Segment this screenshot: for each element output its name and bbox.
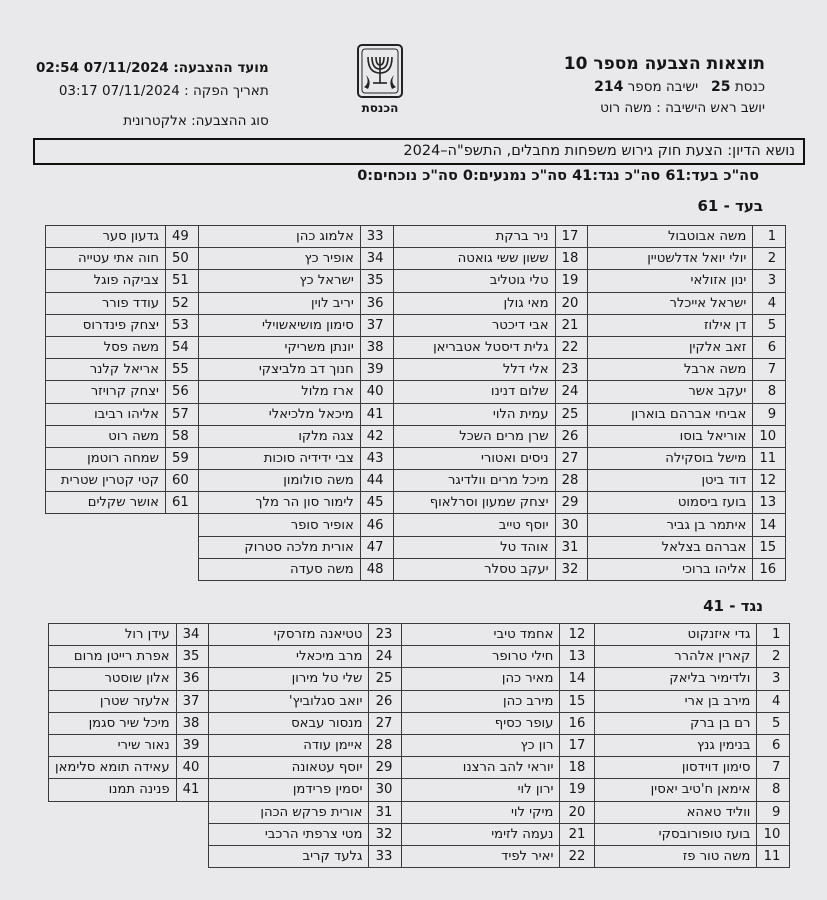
member-name: אופיר כץ — [198, 248, 360, 270]
member-number: 7 — [757, 757, 790, 779]
member-number: 28 — [369, 734, 402, 756]
empty-cell — [49, 845, 177, 867]
member-number: 21 — [560, 823, 595, 845]
member-number: 53 — [166, 314, 199, 336]
member-number: 35 — [176, 646, 209, 668]
member-name: יאיר לפיד — [402, 845, 560, 867]
member-name: עודד פורר — [46, 292, 166, 314]
empty-cell — [46, 536, 166, 558]
header-right — [564, 54, 765, 116]
member-number: 28 — [555, 470, 588, 492]
member-name: מטי צרפתי הרכבי — [209, 823, 369, 845]
member-name: עופר כסיף — [402, 712, 560, 734]
member-number: 30 — [369, 779, 402, 801]
for-votes-row — [46, 359, 786, 381]
member-number: 54 — [166, 336, 199, 358]
for-votes-row — [46, 336, 786, 358]
member-name: משה ארבל — [588, 359, 753, 381]
member-number: 13 — [753, 492, 786, 514]
for-votes-row — [46, 536, 786, 558]
member-number: 2 — [753, 248, 786, 270]
member-number: 5 — [753, 314, 786, 336]
member-number: 4 — [757, 690, 790, 712]
member-number: 10 — [753, 425, 786, 447]
member-number: 11 — [753, 447, 786, 469]
menorah-emblem-icon — [356, 43, 404, 99]
member-number: 24 — [369, 646, 402, 668]
member-name: אושר שקלים — [46, 492, 166, 514]
member-name: יריב לוין — [198, 292, 360, 314]
for-votes-row — [46, 381, 786, 403]
member-name: ישראל אייכלר — [588, 292, 753, 314]
member-name: אביחי אברהם בוארון — [588, 403, 753, 425]
member-name: חוה אתי עטייה — [46, 248, 166, 270]
member-number: 57 — [166, 403, 199, 425]
empty-cell — [176, 845, 209, 867]
against-section-label: נגד - 41 — [703, 597, 763, 615]
member-name: חנוך דב מלביצקי — [198, 359, 360, 381]
member-number: 32 — [369, 823, 402, 845]
for-votes-row — [46, 447, 786, 469]
member-name: ארז מלול — [198, 381, 360, 403]
member-number: 17 — [555, 226, 588, 248]
empty-cell — [166, 558, 199, 580]
for-votes-row — [46, 270, 786, 292]
member-name: לימור סון הר מלך — [198, 492, 360, 514]
emblem-caption: הכנסת — [361, 101, 399, 115]
member-name: צביקה פוגל — [46, 270, 166, 292]
member-name: חילי טרופר — [402, 646, 560, 668]
for-votes-row — [46, 292, 786, 314]
for-votes-row — [46, 470, 786, 492]
member-number: 19 — [555, 270, 588, 292]
member-number: 26 — [555, 425, 588, 447]
member-number: 46 — [360, 514, 393, 536]
member-number: 18 — [560, 757, 595, 779]
member-name: מאיר כהן — [402, 668, 560, 690]
member-name: מיקי לוי — [402, 801, 560, 823]
member-name: משה פסל — [46, 336, 166, 358]
member-name: יצחק שמעון וסרלאוף — [393, 492, 555, 514]
member-name: ולדימיר בליאק — [595, 668, 757, 690]
member-name: אליהו רביבו — [46, 403, 166, 425]
member-name: גלעד קריב — [209, 845, 369, 867]
member-name: סימון מושיאשוילי — [198, 314, 360, 336]
vote-summary-line: סה"כ בעד:61 סה"כ נגד:41 סה"כ נמנעים:0 סה"כ נוכחים:0 — [357, 168, 759, 184]
member-number: 33 — [360, 226, 393, 248]
member-name: זאב אלקין — [588, 336, 753, 358]
member-number: 14 — [753, 514, 786, 536]
member-name: אופיר סופר — [198, 514, 360, 536]
member-name: קארין אלהרר — [595, 646, 757, 668]
member-name: בועז טופורובסקי — [595, 823, 757, 845]
member-name: שלום דנינו — [393, 381, 555, 403]
member-number: 41 — [360, 403, 393, 425]
member-number: 31 — [555, 536, 588, 558]
member-number: 23 — [555, 359, 588, 381]
member-name: משה סולומון — [198, 470, 360, 492]
member-number: 16 — [753, 558, 786, 580]
member-name: מיכל שיר סגמן — [49, 712, 177, 734]
for-votes-table — [45, 225, 786, 581]
member-name: בנימין גנץ — [595, 734, 757, 756]
member-name: אוהד טל — [393, 536, 555, 558]
member-name: אפרת רייטן מרום — [49, 646, 177, 668]
member-name: סימון דוידסון — [595, 757, 757, 779]
member-number: 24 — [555, 381, 588, 403]
empty-cell — [46, 558, 166, 580]
for-votes-row — [46, 248, 786, 270]
member-name: דן אילוז — [588, 314, 753, 336]
member-number: 52 — [166, 292, 199, 314]
member-name: ניסים ואטורי — [393, 447, 555, 469]
member-number: 51 — [166, 270, 199, 292]
member-number: 15 — [560, 690, 595, 712]
member-number: 13 — [560, 646, 595, 668]
member-name: מיכאל מלכיאלי — [198, 403, 360, 425]
member-number: 6 — [753, 336, 786, 358]
member-name: טלי גוטליב — [393, 270, 555, 292]
for-votes-row — [46, 425, 786, 447]
member-name: יוסף עטאונה — [209, 757, 369, 779]
against-votes-row — [49, 845, 790, 867]
member-name: שמחה רוטמן — [46, 447, 166, 469]
member-number: 50 — [166, 248, 199, 270]
member-name: יונתן משריקי — [198, 336, 360, 358]
member-number: 61 — [166, 492, 199, 514]
member-name: מנסור עבאס — [209, 712, 369, 734]
member-number: 59 — [166, 447, 199, 469]
member-number: 43 — [360, 447, 393, 469]
member-number: 40 — [360, 381, 393, 403]
member-name: עמית הלוי — [393, 403, 555, 425]
member-number: 36 — [360, 292, 393, 314]
member-name: עידן רול — [49, 624, 177, 646]
member-name: שלי טל מירון — [209, 668, 369, 690]
member-name: אימאן ח'טיב יאסין — [595, 779, 757, 801]
member-name: משה אבוטבול — [588, 226, 753, 248]
member-name: פנינה תמנו — [49, 779, 177, 801]
member-number: 32 — [555, 558, 588, 580]
member-number: 16 — [560, 712, 595, 734]
member-name: גדי איזנקוט — [595, 624, 757, 646]
member-number: 39 — [176, 734, 209, 756]
member-name: צגה מלקו — [198, 425, 360, 447]
member-number: 31 — [369, 801, 402, 823]
member-number: 9 — [757, 801, 790, 823]
session-label: ישיבה מספר — [627, 79, 699, 95]
member-number: 34 — [176, 624, 209, 646]
document-title: תוצאות הצבעה מספר 10 — [563, 54, 765, 74]
member-number: 45 — [360, 492, 393, 514]
member-name: יצחק קרויזר — [46, 381, 166, 403]
member-name: נעמה לזימי — [402, 823, 560, 845]
for-votes-row — [46, 558, 786, 580]
vote-time: מועד ההצבעה: 07/11/2024 02:54 — [36, 60, 269, 76]
against-votes-row — [49, 734, 790, 756]
member-name: מאי גולן — [393, 292, 555, 314]
empty-cell — [49, 823, 177, 845]
member-name: אריאל קלנר — [46, 359, 166, 381]
member-name: יסמין פרידמן — [209, 779, 369, 801]
member-name: ישראל כץ — [198, 270, 360, 292]
member-name: מרב מיכאלי — [209, 646, 369, 668]
member-name: יעקב טסלר — [393, 558, 555, 580]
member-number: 1 — [757, 624, 790, 646]
member-number: 11 — [757, 845, 790, 867]
member-number: 3 — [753, 270, 786, 292]
discussion-topic: נושא הדיון: הצעת חוק גירוש משפחות מחבלים, התשפ"ה–2024 — [33, 138, 805, 165]
against-votes-row — [49, 823, 790, 845]
issue-date: תאריך הפקה : 07/11/2024 03:17 — [58, 83, 269, 99]
member-number: 18 — [555, 248, 588, 270]
member-number: 47 — [360, 536, 393, 558]
member-number: 23 — [369, 624, 402, 646]
member-name: משה טור פז — [595, 845, 757, 867]
member-number: 36 — [176, 668, 209, 690]
member-name: אבי דיכטר — [393, 314, 555, 336]
empty-cell — [166, 514, 199, 536]
member-name: מישל בוסקילה — [588, 447, 753, 469]
member-number: 27 — [369, 712, 402, 734]
member-name: בועז ביסמוט — [588, 492, 753, 514]
empty-cell — [49, 801, 177, 823]
member-number: 39 — [360, 359, 393, 381]
member-name: אורית פרקש הכהן — [209, 801, 369, 823]
member-name: צבי ידידיה סוכות — [198, 447, 360, 469]
member-number: 6 — [757, 734, 790, 756]
for-votes-row — [46, 226, 786, 248]
member-number: 56 — [166, 381, 199, 403]
for-votes-row — [46, 514, 786, 536]
member-number: 44 — [360, 470, 393, 492]
member-number: 8 — [757, 779, 790, 801]
member-number: 30 — [555, 514, 588, 536]
member-name: אורית מלכה סטרוק — [198, 536, 360, 558]
knesset-emblem — [354, 43, 406, 115]
session-number: 214 — [594, 79, 624, 95]
member-number: 17 — [560, 734, 595, 756]
against-votes-row — [49, 690, 790, 712]
member-name: יוסף טייב — [393, 514, 555, 536]
against-votes-row — [49, 646, 790, 668]
member-name: אלעזר שטרן — [49, 690, 177, 712]
member-number: 26 — [369, 690, 402, 712]
member-number: 9 — [753, 403, 786, 425]
member-number: 2 — [757, 646, 790, 668]
member-number: 42 — [360, 425, 393, 447]
member-name: אברהם בצלאל — [588, 536, 753, 558]
knesset-label: כנסת — [734, 79, 765, 95]
against-votes-row — [49, 712, 790, 734]
member-number: 37 — [176, 690, 209, 712]
member-number: 60 — [166, 470, 199, 492]
empty-cell — [176, 823, 209, 845]
for-section-label: בעד - 61 — [697, 197, 763, 215]
member-number: 37 — [360, 314, 393, 336]
member-name: מירב בן ארי — [595, 690, 757, 712]
member-number: 29 — [555, 492, 588, 514]
member-number: 49 — [166, 226, 199, 248]
member-name: יוראי להב הרצנו — [402, 757, 560, 779]
member-name: ינון אזולאי — [588, 270, 753, 292]
member-name: ווליד טאהא — [595, 801, 757, 823]
empty-cell — [176, 801, 209, 823]
for-votes-row — [46, 403, 786, 425]
member-number: 48 — [360, 558, 393, 580]
against-votes-row — [49, 624, 790, 646]
member-name: שרן מרים השכל — [393, 425, 555, 447]
knesset-number: 25 — [711, 79, 731, 95]
empty-cell — [46, 514, 166, 536]
member-number: 1 — [753, 226, 786, 248]
member-number: 40 — [176, 757, 209, 779]
member-number: 3 — [757, 668, 790, 690]
member-name: ירון לוי — [402, 779, 560, 801]
member-number: 8 — [753, 381, 786, 403]
member-number: 14 — [560, 668, 595, 690]
member-number: 55 — [166, 359, 199, 381]
member-name: דוד ביטן — [588, 470, 753, 492]
member-number: 25 — [555, 403, 588, 425]
member-number: 29 — [369, 757, 402, 779]
against-votes-row — [49, 779, 790, 801]
for-votes-row — [46, 492, 786, 514]
member-name: משה רוט — [46, 425, 166, 447]
vote-summary — [304, 166, 759, 186]
empty-cell — [166, 536, 199, 558]
member-name: יואב סגלוביץ' — [209, 690, 369, 712]
member-number: 58 — [166, 425, 199, 447]
against-votes-row — [49, 757, 790, 779]
member-name: טטיאנה מזרסקי — [209, 624, 369, 646]
header-left — [36, 60, 269, 136]
member-name: יצחק פינדרוס — [46, 314, 166, 336]
member-number: 7 — [753, 359, 786, 381]
member-name: קטי קטרין שטרית — [46, 470, 166, 492]
knesset-session-line — [564, 79, 765, 95]
member-name: גלית דיסטל אטבריאן — [393, 336, 555, 358]
member-number: 38 — [360, 336, 393, 358]
member-name: איתמר בן גביר — [588, 514, 753, 536]
member-name: ניר ברקת — [393, 226, 555, 248]
member-name: רון כץ — [402, 734, 560, 756]
member-number: 27 — [555, 447, 588, 469]
member-number: 10 — [757, 823, 790, 845]
member-number: 20 — [560, 801, 595, 823]
member-number: 21 — [555, 314, 588, 336]
member-number: 12 — [753, 470, 786, 492]
member-number: 34 — [360, 248, 393, 270]
member-name: עאידה תומא סלימאן — [49, 757, 177, 779]
member-name: נאור שירי — [49, 734, 177, 756]
member-name: אלי דלל — [393, 359, 555, 381]
member-number: 41 — [176, 779, 209, 801]
member-name: יולי יואל אדלשטיין — [588, 248, 753, 270]
member-name: איימן עודה — [209, 734, 369, 756]
member-number: 22 — [560, 845, 595, 867]
against-votes-row — [49, 668, 790, 690]
member-name: גדעון סער — [46, 226, 166, 248]
vote-type: סוג ההצבעה: אלקטרונית — [123, 113, 269, 129]
member-name: אליהו ברוכי — [588, 558, 753, 580]
member-number: 15 — [753, 536, 786, 558]
member-number: 35 — [360, 270, 393, 292]
member-number: 20 — [555, 292, 588, 314]
member-name: משה סעדה — [198, 558, 360, 580]
member-name: אחמד טיבי — [402, 624, 560, 646]
member-name: מיכל מרים וולדיגר — [393, 470, 555, 492]
member-name: אלון שוסטר — [49, 668, 177, 690]
member-number: 25 — [369, 668, 402, 690]
member-number: 33 — [369, 845, 402, 867]
for-votes-row — [46, 314, 786, 336]
member-name: אוריאל בוסו — [588, 425, 753, 447]
member-number: 4 — [753, 292, 786, 314]
member-name: יעקב אשר — [588, 381, 753, 403]
member-name: מירב כהן — [402, 690, 560, 712]
member-number: 38 — [176, 712, 209, 734]
member-number: 19 — [560, 779, 595, 801]
member-name: רם בן ברק — [595, 712, 757, 734]
against-votes-row — [49, 801, 790, 823]
member-number: 12 — [560, 624, 595, 646]
member-name: ששון ששי גואטה — [393, 248, 555, 270]
against-votes-table — [48, 623, 790, 868]
member-number: 5 — [757, 712, 790, 734]
member-name: אלמוג כהן — [198, 226, 360, 248]
session-chair: יושב ראש הישיבה : משה רוט — [600, 100, 765, 116]
member-number: 22 — [555, 336, 588, 358]
